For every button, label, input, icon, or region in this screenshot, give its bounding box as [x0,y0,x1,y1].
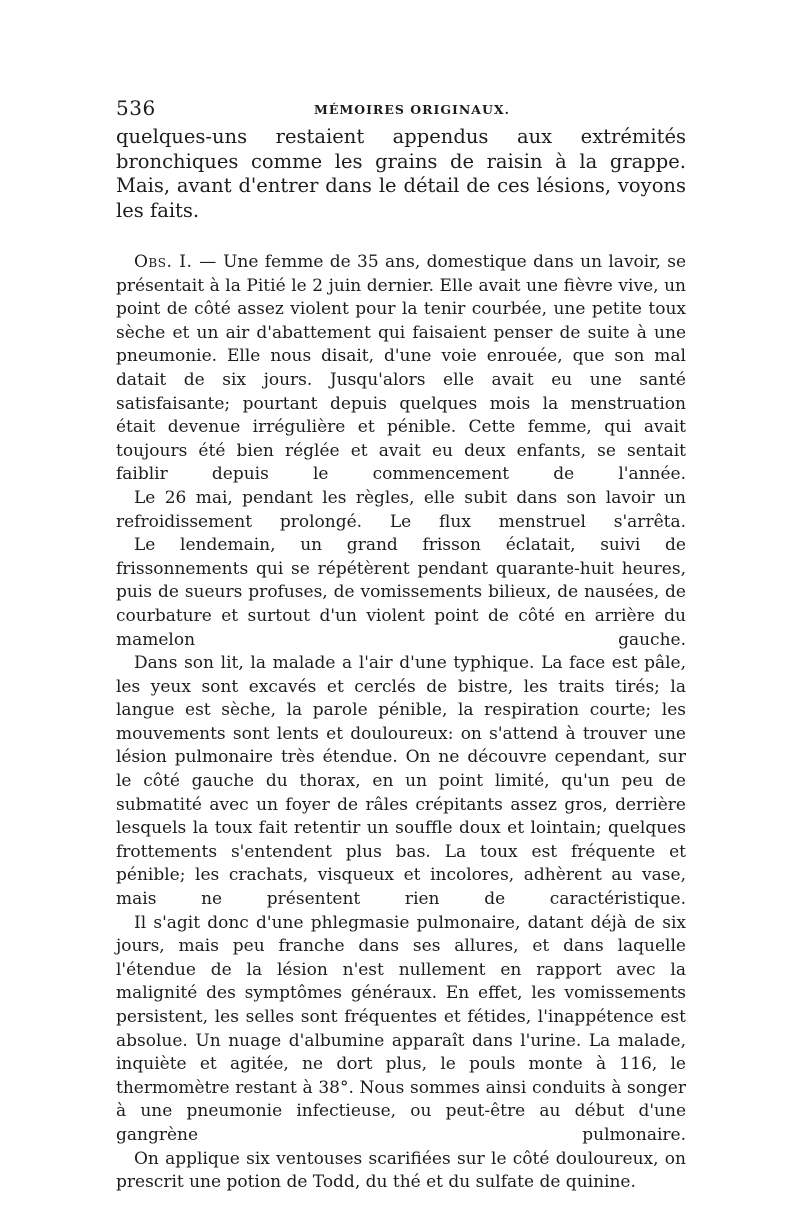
observation-paragraph-4: Dans son lit, la malade a l'air d'une typhique. La face est pâle, les yeux sont excavés et cerclés de bistre, les traits tirés; la langue est sèche, la parole pénible, la respiration courte; les mouvements sont lents et douloureux: on s'attend à trouver une lésion pulmonaire très étendue. On ne découvre cependant, sur le côté gauche du thorax, en un point limité, qu'un peu de submatité avec un foyer de râles crépitants assez gros, derrière lesquels la toux fait retentir un souffle doux et lointain; quelques frottements s'entendent plus bas. La toux est fréquente et pénible; les crachats, visqueux et incolores, adhèrent au vase, mais ne présentent rien de caractéristique. [116,653,686,910]
intro-paragraph: quelques-uns restaient appendus aux extrémités bronchiques comme les grains de raisin à la grappe. Mais, avant d'entrer dans le détail de ces lésions, voyons les faits. [116,125,686,222]
running-title: MÉMOIRES ORIGINAUX. [314,102,510,117]
document-page [116,96,686,1195]
observation-paragraph-1-text: Une femme de 35 ans, domestique dans un lavoir, se présentait à la Pitié le 2 juin dernier. Elle avait une fièvre vive, un point de côté assez violent pour la tenir courbée, une petite toux sèche et un air d'abattement qui faisaient penser de suite à une pneumonie. Elle nous disait, d'une voie enrouée, que son mal datait de six jours. Jusqu'alors elle avait eu une santé satisfaisante; pourtant depuis quelques mois la menstruation était devenue irrégulière et pénible. Cette femme, qui avait toujours été bien réglée et avait eu deux enfants, se sentait faiblir depuis le commencement de l'année. [116,252,687,485]
page-header [116,96,686,124]
observation-paragraph-6: On applique six ventouses scarifiées sur le côté douloureux, on prescrit une potion de Todd, du thé et du sulfate de quinine. [116,1148,686,1193]
observation-paragraph-2: Le 26 mai, pendant les règles, elle subit dans son lavoir un refroidissement prolongé. Le flux menstruel s'arrêta. [116,487,686,532]
observation-paragraph-5: Il s'agit donc d'une phlegmasie pulmonaire, datant déjà de six jours, mais peu franche dans ses allures, et dans laquelle l'étendue de la lésion n'est nullement en rapport avec la malignité des symptômes généraux. En effet, les vomissements persistent, les selles sont fréquentes et fétides, l'inappétence est absolue. Un nuage d'albumine apparaît dans l'urine. La malade, inquiète et agitée, ne dort plus, le pouls monte à 116, le thermomètre restant à 38°. Nous sommes ainsi conduits à songer à une pneumonie infectieuse, ou peut-être au début d'une gangrène pulmonaire. [116,912,686,1145]
observation-label: Obs. I. — [134,252,217,272]
page-number: 536 [116,96,156,120]
observation-paragraph-1 [116,251,686,487]
observation-paragraph-3: Le lendemain, un grand frisson éclatait, suivi de frissonnements qui se répétèrent pendant quarante-huit heures, puis de sueurs profuses, de vomissements bilieux, de nausées, de courbature et surtout d'un violent point de côté en arrière du mamelon gauche. [116,535,686,650]
